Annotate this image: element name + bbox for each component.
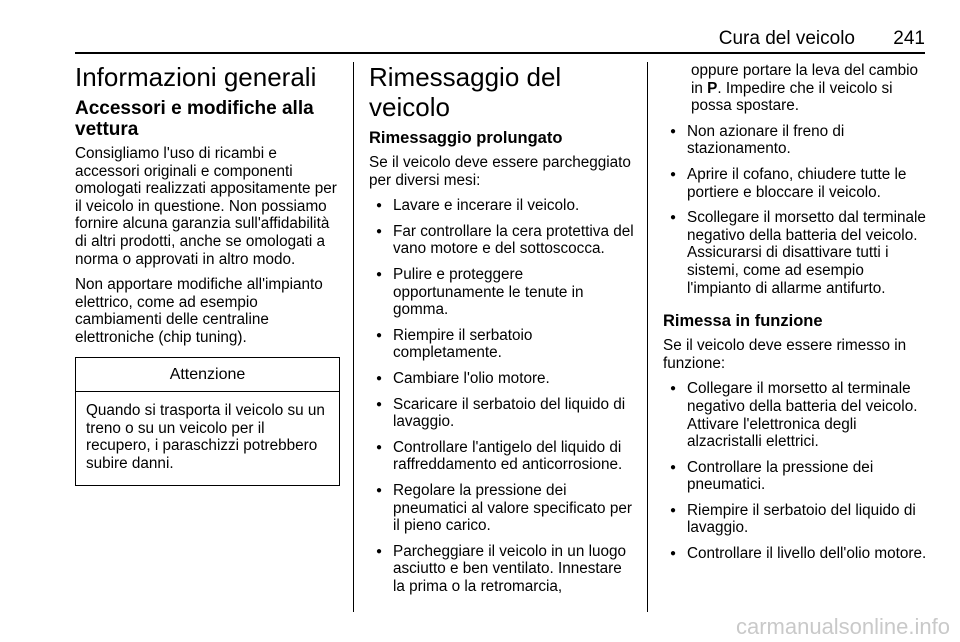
storage-list-continued	[663, 123, 928, 297]
list-item: ● Lavare e incerare il veicolo.	[369, 197, 634, 215]
list-item: ● Pulire e proteggere opportunamente le tenute in gomma.	[369, 266, 634, 319]
column-2	[369, 62, 634, 603]
section-title: Cura del veicolo	[718, 28, 855, 49]
list-item: ● Scaricare il serbatoio del liquido di lavaggio.	[369, 396, 634, 431]
warning-title: Attenzione	[76, 358, 339, 393]
column-divider-1	[353, 62, 354, 612]
page-number: 241	[893, 28, 925, 49]
paragraph-modifications: Non apportare modifiche all'impianto elettrico, come ad esempio cambiamenti delle centraline elettroniche (chip tuning).	[75, 276, 323, 346]
column-divider-2	[647, 62, 648, 612]
heading-accessories: Accessori e modifiche alla vettura	[75, 98, 314, 140]
header-rule	[75, 52, 925, 54]
page-header	[75, 22, 925, 52]
column-1	[75, 62, 340, 486]
gear-p-label: P	[707, 79, 718, 97]
list-item: ● Controllare la pressione dei pneumatici.	[663, 459, 928, 494]
list-item: ● Far controllare la cera protettiva del vano motore e del sottoscocca.	[369, 223, 634, 258]
column-3	[663, 62, 928, 571]
heading-return-to-service: Rimessa in funzione	[663, 312, 823, 331]
return-intro: Se il veicolo deve essere rimesso in funzione:	[663, 337, 907, 372]
storage-list	[369, 197, 634, 595]
list-item: ● Non azionare il freno di stazionamento.	[663, 123, 928, 158]
heading-general-info: Informazioni generali	[75, 62, 317, 92]
list-item: ● Riempire il serbatoio completamente.	[369, 327, 634, 362]
return-list	[663, 380, 928, 562]
list-item: ● Controllare il livello dell'olio motore.	[663, 545, 928, 563]
storage-intro: Se il veicolo deve essere parcheggiato per diversi mesi:	[369, 154, 631, 189]
list-item: ● Cambiare l'olio motore.	[369, 370, 634, 388]
heading-long-storage: Rimessaggio prolungato	[369, 129, 563, 147]
list-item: ● Parcheggiare il veicolo in un luogo asciutto e ben ventilato. Innestare la prima o la retromarcia,	[369, 543, 634, 596]
continued-text-post: . Impedire che il veicolo si possa spostare.	[691, 79, 893, 115]
list-item: ● Collegare il morsetto al terminale negativo della batteria del veicolo. Attivare l'elettronica degli alzacristalli elettrici.	[663, 380, 928, 450]
paragraph-accessories: Consigliamo l'uso di ricambi e accessori originali e componenti omologati realizzati appositamente per il veicolo in questione. Non possiamo fornire alcuna garanzia sull'affidabilità di altri prodotti, anche se omologati a norma o approvati in altro modo.	[75, 145, 337, 268]
list-item: ● Regolare la pressione dei pneumatici al valore specificato per il pieno carico.	[369, 482, 634, 535]
list-item: ● Riempire il serbatoio del liquido di lavaggio.	[663, 502, 928, 537]
warning-body: Quando si trasporta il veicolo su un treno o su un veicolo per il recupero, i paraschizzi potrebbero subire danni.	[86, 402, 325, 472]
continued-text-pre: oppure portare la leva del cambio in	[691, 62, 919, 97]
continued-text	[691, 62, 928, 115]
heading-storage: Rimessaggio del veicolo	[369, 62, 562, 122]
list-item: ● Controllare l'antigelo del liquido di raffreddamento ed anticorrosione.	[369, 439, 634, 474]
list-item: ● Aprire il cofano, chiudere tutte le portiere e bloccare il veicolo.	[663, 166, 928, 201]
warning-box	[75, 357, 340, 486]
watermark: carmanualsonline.info	[735, 614, 950, 639]
list-item: ● Scollegare il morsetto dal terminale negativo della batteria del veicolo. Assicurarsi di disattivare tutti i sistemi, come ad esempio l'impianto di allarme antifurto.	[663, 209, 928, 297]
